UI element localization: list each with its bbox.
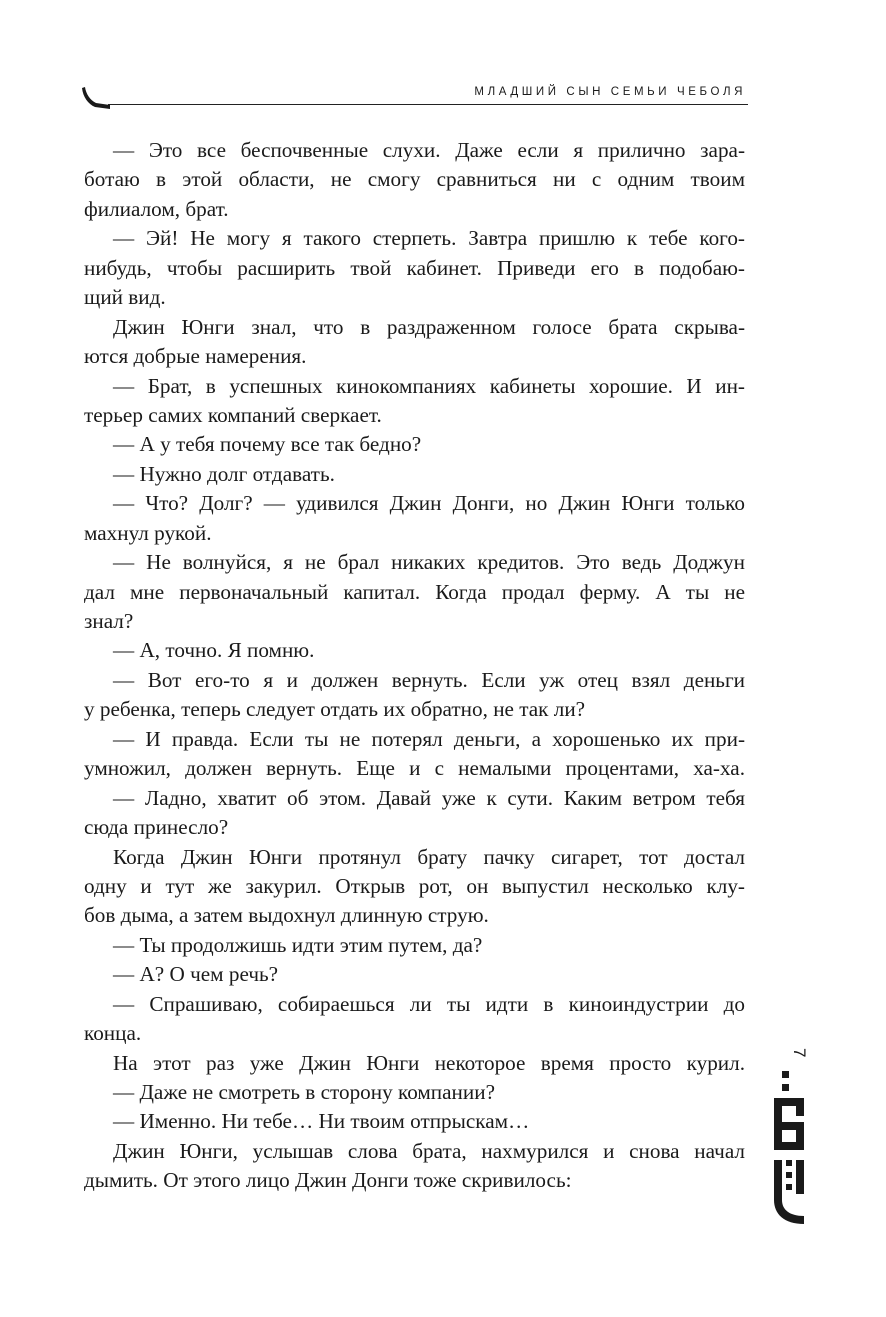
text-line: — И правда. Если ты не потерял деньги, а хорошенько их при- — [113, 726, 745, 751]
text-line: — Что? Долг? — удивился Джин Донги, но Джин Юнги только — [113, 491, 745, 516]
chapter-hook-ornament — [82, 84, 112, 110]
text-line: Когда Джин Юнги протянул брату пачку сигарет, тот достал — [113, 844, 745, 869]
page-folio-graphic — [770, 1040, 810, 1240]
text-line: — Ладно, хватит об этом. Давай уже к сути. Каким ветром тебя — [113, 785, 745, 810]
text-line: дал мне первоначальный капитал. Когда продал ферму. А ты не — [84, 579, 745, 604]
text-line: знал? — [84, 609, 134, 633]
running-head: МЛАДШИЙ СЫН СЕМЬИ ЧЕБОЛЯ — [474, 86, 746, 98]
page-number: 7 — [790, 1048, 809, 1058]
text-line: ботаю в этой области, не смогу сравниться ни с одним твоим — [84, 167, 745, 192]
text-line: — Именно. Ни тебе… Ни твоим отпрыскам… — [113, 1109, 530, 1134]
text-line: — Вот его-то я и должен вернуть. Если уж отец взял деньги — [113, 667, 745, 692]
text-line: — Даже не смотреть в сторону компании? — [113, 1080, 495, 1104]
header-rule — [108, 104, 748, 105]
text-line: — Нужно долг отдавать. — [113, 461, 335, 486]
text-line: у ребенка, теперь следует отдать их обратно, не так ли? — [84, 697, 586, 722]
text-line: — А, точно. Я помню. — [113, 638, 315, 663]
text-line: — Брат, в успешных кинокомпаниях кабинеты хорошие. И ин- — [113, 373, 745, 398]
text-line: — Спрашиваю, собираешься ли ты идти в киноиндустрии до — [113, 991, 745, 1016]
text-line: терьер самих компаний сверкает. — [84, 402, 382, 427]
text-line: щий вид. — [84, 285, 166, 310]
text-line: — А у тебя почему все так бедно? — [113, 432, 422, 457]
text-line: махнул рукой. — [84, 520, 212, 545]
text-line: Джин Юнги знал, что в раздраженном голосе брата скрыва- — [113, 314, 745, 339]
text-line: одну и тут же закурил. Открыв рот, он выпустил несколько клу- — [84, 873, 745, 898]
text-line: конца. — [84, 1021, 142, 1046]
text-line: — Не волнуйся, я не брал никаких кредитов. Это ведь Доджун — [113, 550, 745, 575]
text-line: филиалом, брат. — [84, 196, 229, 221]
text-line: На этот раз уже Джин Юнги некоторое время просто курил. — [113, 1050, 745, 1075]
text-line: Джин Юнги, услышав слова брата, нахмурился и снова начал — [113, 1138, 745, 1163]
text-line: бов дыма, а затем выдохнул длинную струю. — [84, 903, 489, 928]
text-line: сюда принесло? — [84, 815, 229, 840]
text-line: нибудь, чтобы расширить твой кабинет. Приведи его в подобаю- — [84, 255, 745, 280]
text-line: — Это все беспочвенные слухи. Даже если я прилично зара- — [113, 138, 745, 162]
body-text — [84, 136, 745, 1196]
text-line: — Ты продолжишь идти этим путем, да? — [113, 932, 483, 957]
text-line: дымить. От этого лицо Джин Донги тоже скривилось: — [84, 1168, 572, 1193]
text-line: умножил, должен вернуть. Еще и с немалыми процентами, ха-ха. — [84, 756, 745, 781]
text-line: — Эй! Не могу я такого стерпеть. Завтра пришлю к тебе кого- — [113, 226, 745, 251]
text-line: ются добрые намерения. — [84, 344, 307, 369]
text-line: — А? О чем речь? — [113, 962, 279, 987]
